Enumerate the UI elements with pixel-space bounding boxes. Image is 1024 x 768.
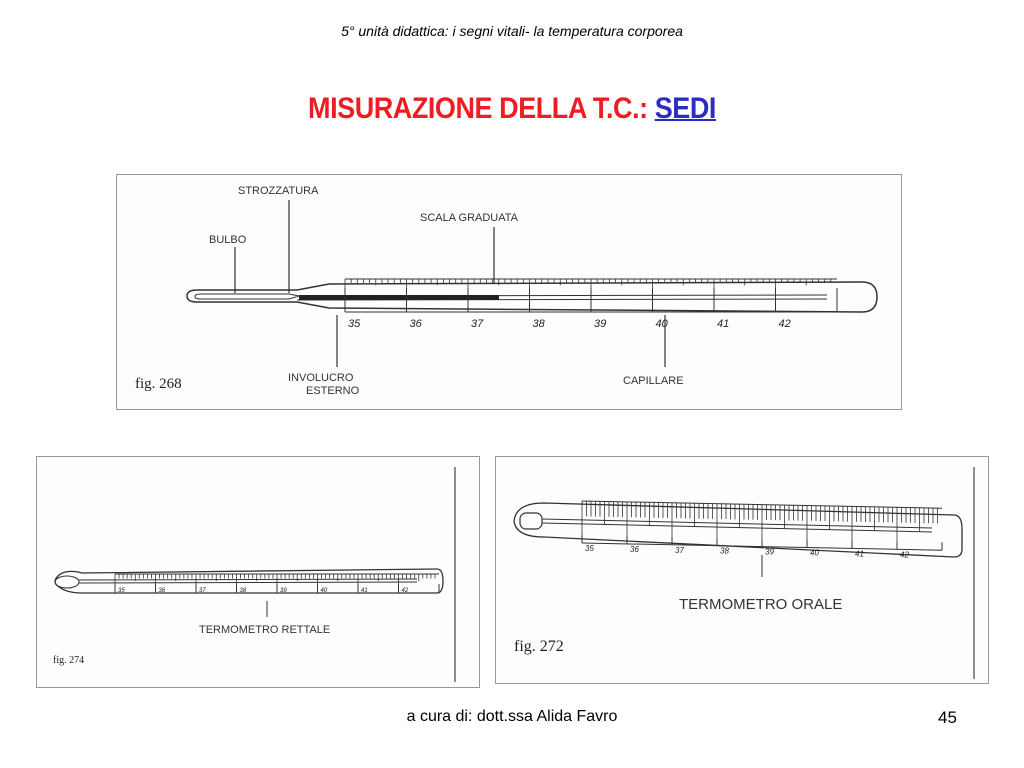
scale-number: 37 <box>199 588 206 594</box>
scale-number: 39 <box>594 318 607 330</box>
scale-number: 42 <box>778 318 791 330</box>
label-bulbo: BULBO <box>209 234 247 246</box>
rectal-thermometer-figure <box>36 456 480 688</box>
title-link-sedi[interactable]: SEDI <box>654 92 716 125</box>
scale-number: 39 <box>765 547 774 557</box>
footer-author: a cura di: dott.ssa Alida Favro <box>406 708 618 725</box>
scale-number: 41 <box>361 588 368 594</box>
label-termometro-orale: TERMOMETRO ORALE <box>679 596 843 613</box>
figure-caption-272: fig. 272 <box>514 638 564 655</box>
rectal-thermometer-svg <box>37 457 479 687</box>
scale-number: 41 <box>717 318 730 330</box>
scale-number: 40 <box>320 588 328 594</box>
page-number: 45 <box>938 708 957 727</box>
scale-number: 38 <box>720 546 729 556</box>
thermometer-diagram <box>116 174 902 410</box>
scale-number: 37 <box>675 545 684 555</box>
scale-number: 36 <box>409 318 422 330</box>
title-main: MISURAZIONE DELLA T.C.: <box>308 92 655 125</box>
scale-number: 36 <box>630 544 639 554</box>
figure-caption-274: fig. 274 <box>53 655 85 666</box>
scale-number: 35 <box>585 544 594 553</box>
scale-number: 36 <box>158 588 166 594</box>
label-involucro: INVOLUCRO <box>288 372 354 384</box>
label-strozzatura: STROZZATURA <box>238 185 319 197</box>
slide-header: 5° unità didattica: i segni vitali- la temperatura corporea <box>341 23 683 39</box>
scale-number: 35 <box>348 318 361 330</box>
graduated-scale <box>345 279 837 330</box>
thermometer-casing <box>187 282 877 312</box>
figure-caption-268: fig. 268 <box>135 376 182 392</box>
scale-number: 42 <box>900 550 909 560</box>
scale-number: 41 <box>855 549 864 559</box>
scale-number: 39 <box>280 588 287 594</box>
rectal-casing <box>55 569 443 593</box>
oral-thermometer-figure <box>495 456 989 684</box>
bulb-shape <box>195 294 299 299</box>
oral-bulb <box>520 513 542 529</box>
scale-number: 37 <box>471 318 484 330</box>
label-esterno: ESTERNO <box>306 385 360 397</box>
scale-number: 40 <box>655 318 668 330</box>
scale-number: 35 <box>118 588 125 594</box>
thermometer-diagram-svg <box>117 175 901 409</box>
slide-title <box>51 92 973 126</box>
rectal-scale <box>115 574 439 594</box>
scale-number: 40 <box>810 548 819 558</box>
scale-number: 38 <box>532 318 545 330</box>
rectal-bulb <box>55 576 79 588</box>
oral-thermometer-svg <box>496 457 988 683</box>
scale-number: 42 <box>401 588 409 594</box>
label-termometro-rettale: TERMOMETRO RETTALE <box>199 624 331 636</box>
label-capillare: CAPILLARE <box>623 375 684 387</box>
label-scala-graduata: SCALA GRADUATA <box>420 212 519 224</box>
mercury-column <box>299 295 499 300</box>
scale-number: 38 <box>239 588 247 594</box>
oral-scale <box>582 501 942 559</box>
